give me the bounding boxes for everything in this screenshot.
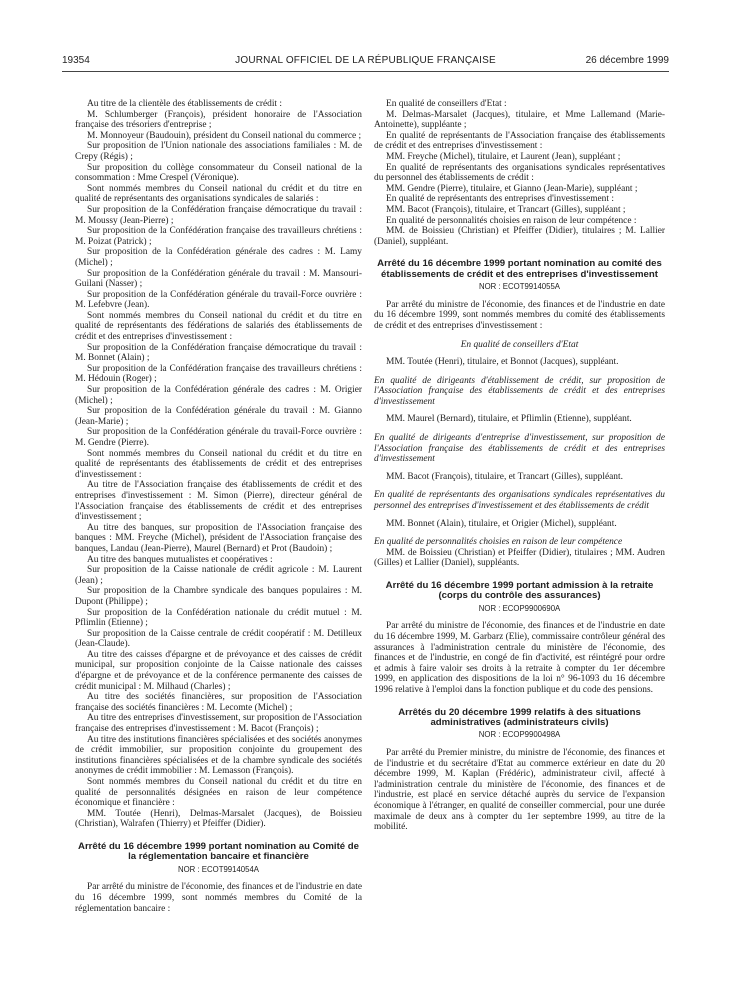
body-paragraph: Au titre des entreprises d'investissement, sur proposition de l'Association française des entreprises d'investissement : M. Bacot (François) ; — [75, 713, 362, 735]
body-paragraph: M. Delmas-Marsalet (Jacques), titulaire, et Mme Lallemand (Marie-Antoinette), suppléante ; — [374, 109, 665, 131]
body-paragraph: Au titre de la clientèle des établissements de crédit : — [87, 99, 282, 109]
body-paragraph: Sur proposition de la Confédération française des travailleurs chrétiens : M. Poizat (Patrick) ; — [75, 226, 362, 247]
body-paragraph: Sur proposition de la Confédération française démocratique du travail : M. Moussy (Jean-Pierre) ; — [75, 204, 362, 226]
body-paragraph: Sont nommés membres du Conseil national du crédit et du titre en qualité de personnalités désignées en raison de leur compétence économique et financière : — [75, 777, 362, 809]
body-paragraph: Sur proposition de l'Union nationale des associations familiales : M. de Crepy (Régis) ; — [75, 141, 362, 162]
appointment-paragraph: MM. Toutée (Henri), titulaire, et Bonnot (Jacques), suppléant. — [386, 357, 619, 368]
quality-heading: En qualité de représentants des organisations syndicales représentatives du personnel des entreprises d'investissement et des établissements de crédit — [374, 490, 665, 512]
quality-heading: En qualité de conseillers d'Etat — [460, 339, 579, 350]
body-paragraph: En qualité de représentants de l'Association française des établissements de crédit et des entreprises d'investissement : — [374, 130, 665, 152]
quality-heading: En qualité de personnalités choisies en raison de leur compétence — [374, 537, 623, 548]
body-paragraph: Sur proposition de la Confédération générale du travail : M. Mansouri-Guilani (Nasser) ; — [75, 268, 362, 290]
body-paragraph: Sur proposition de la Confédération nationale du crédit mutuel : M. Pflimlin (Etienne) ; — [75, 607, 362, 629]
body-paragraph: En qualité de représentants des entreprises d'investissement : — [386, 194, 614, 205]
quality-heading: En qualité de dirigeants d'établissement de crédit, sur proposition de l'Association française des établissements de crédit et des entreprises d'investissement — [374, 375, 665, 407]
appointment-paragraph: MM. Bonnet (Alain), titulaire, et Origier (Michel), suppléant. — [386, 518, 617, 529]
body-paragraph: MM. de Boissieu (Christian) et Pfeiffer (Didier), titulaires ; M. Lallier (Daniel), suppléant. — [374, 226, 665, 247]
body-paragraph: MM. Freyche (Michel), titulaire, et Laurent (Jean), suppléant ; — [386, 151, 621, 162]
nor-reference: NOR : ECOP9900498A — [478, 730, 561, 740]
body-paragraph: Sur proposition de la Confédération française des travailleurs chrétiens : M. Hédouin (Roger) ; — [75, 363, 362, 385]
nor-reference: NOR : ECOT9914055A — [478, 282, 561, 292]
nor-reference: NOR : ECOT9914054A — [177, 864, 260, 874]
issue-date: 26 décembre 1999 — [585, 55, 669, 66]
body-paragraph: Au titre de l'Association française des établissements de crédit et des entreprises d'investissement : M. Simon (Pierre), directeur général de l'Association française des établissements de crédit et des entreprises d'investissement ; — [75, 480, 362, 523]
body-paragraph: Sur proposition de la Confédération générale des cadres : M. Origier (Michel) ; — [75, 385, 362, 406]
appointment-paragraph: MM. Maurel (Bernard), titulaire, et Pflimlin (Etienne), suppléant. — [386, 414, 632, 425]
body-paragraph: Au titre des sociétés financières, sur proposition de l'Association française des sociétés financières : M. Lecomte (Michel) ; — [75, 692, 362, 713]
body-paragraph: Sont nommés membres du Conseil national du crédit et du titre en qualité de représentants des fédérations de salariés des établissements de crédit et des entreprises d'investissement : — [75, 310, 362, 343]
section-title: Arrêté du 16 décembre 1999 portant nomination au comité des établissements de crédit et des entreprises d'investissement — [377, 258, 662, 280]
body-paragraph: Sur proposition de la Chambre syndicale des banques populaires : M. Dupont (Philippe) ; — [75, 586, 362, 607]
page-header — [62, 53, 669, 72]
body-paragraph: M. Schlumberger (François), président honoraire de l'Association française des trésoriers d'entreprise ; — [75, 109, 362, 131]
left-paragraphs — [75, 99, 362, 830]
section-body: Par arrêté du ministre de l'économie, des finances et de l'industrie en date du 16 décembre 1999, sont nommés membres du Comité de la réglementation bancaire : — [75, 882, 362, 914]
body-paragraph: MM. Gendre (Pierre), titulaire, et Gianno (Jean-Marie), suppléant ; — [386, 183, 638, 194]
appointment-paragraph: MM. Bacot (François), titulaire, et Trancart (Gilles), suppléant. — [386, 471, 623, 482]
body-paragraph: En qualité de personnalités choisies en raison de leur compétence : — [386, 215, 637, 226]
body-paragraph: Sur proposition de la Confédération générale des cadres : M. Lamy (Michel) ; — [75, 247, 362, 268]
section-body: Par arrêté du ministre de l'économie, des finances et de l'industrie en date du 16 décembre 1999, sont nommés membres du comité des établissements de crédit et des entreprises d'investissement : — [374, 299, 665, 331]
body-paragraph: Sur proposition du collège consommateur du Conseil national de la consommation : Mme Crespel (Véronique). — [75, 162, 362, 184]
right-column — [374, 99, 665, 833]
body-paragraph: MM. Bacot (François), titulaire, et Trancart (Gilles), suppléant ; — [386, 204, 626, 215]
section-body: Par arrêté du ministre de l'économie, des finances et de l'industrie en date du 16 décembre 1999, M. Garbarz (Elie), commissaire contrôleur général des assurances à l'administration centrale du ministère de l'économie, des finances et de l'industrie, en congé de fin d'activité, est réintégré pour ordre et admis à faire valoir ses droits à la retraite à compter du 1er décembre 1999, en application des dispositions de la loi n° 96-1093 du 16 décembre 1996 relative à l'emploi dans la fonction publique et du code des pensions. — [374, 621, 665, 695]
section-body: Par arrêté du Premier ministre, du ministre de l'économie, des finances et de l'industrie et du secrétaire d'Etat au commerce extérieur en date du 20 décembre 1999, M. Kaplan (Frédéric), administrateur civil, affecté à l'administration centrale du ministère de l'économie, des finances et de l'industrie, est placé en service détaché auprès du service de l'expansion économique à l'étranger, en qualité de conseiller commercial, pour une durée maximale de deux ans à compter du 1er septembre 1999, au titre de la mobilité. — [374, 747, 665, 833]
body-paragraph: Au titre des banques mutualistes et coopératives : — [87, 554, 273, 565]
body-paragraph: Au titre des caisses d'épargne et de prévoyance et des caisses de crédit municipal, sur proposition conjointe de la Caisse nationale des caisses d'épargne et de prévoyance et de la conférence permanente des caisses de crédit municipal : M. Milhaud (Charles) ; — [75, 649, 362, 692]
journal-title: JOURNAL OFFICIEL DE LA RÉPUBLIQUE FRANÇAISE — [235, 55, 496, 66]
body-paragraph: Sont nommés membres du Conseil national du crédit et du titre en qualité de représentants des organisations syndicales de salariés : — [75, 183, 362, 205]
section-title: Arrêté du 16 décembre 1999 portant admission à la retraite (corps du contrôle des assurances) — [385, 580, 654, 602]
nor-reference: NOR : ECOP9900690A — [478, 603, 561, 613]
section-title: Arrêté du 16 décembre 1999 portant nomination au Comité de la réglementation bancaire et financière — [78, 840, 359, 863]
body-paragraph: M. Monnoyeur (Baudouin), président du Conseil national du commerce ; — [87, 130, 362, 141]
left-column — [75, 99, 362, 914]
body-paragraph: Au titre des institutions financières spécialisées et des sociétés anonymes de crédit immobilier, sur proposition conjointe du groupement des institutions financières spécialisées et de la chambre syndicale des sociétés anonymes de crédit immobilier : M. Lemasson (François). — [75, 734, 362, 777]
quality-heading: En qualité de dirigeants d'entreprise d'investissement, sur proposition de l'Association française des établissements de crédit et des entreprises d'investissement — [374, 433, 665, 465]
page-number: 19354 — [62, 55, 90, 66]
body-paragraph: Sur proposition de la Caisse nationale de crédit agricole : M. Laurent (Jean) ; — [75, 565, 362, 586]
body-paragraph: Sur proposition de la Confédération générale du travail-Force ouvrière : M. Lefebvre (Jean). — [75, 289, 362, 311]
body-paragraph: MM. Toutée (Henri), Delmas-Marsalet (Jacques), de Boissieu (Christian), Walrafen (Thierry) et Pfeiffer (Didier). — [75, 808, 362, 830]
body-paragraph: Sont nommés membres du Conseil national du crédit et du titre en qualité de représentants des établissements de crédit et des entreprises d'investissement : — [75, 448, 362, 480]
body-paragraph: En qualité de représentants des organisations syndicales représentatives du personnel des établissements de crédit : — [374, 162, 665, 184]
body-paragraph: Sur proposition de la Confédération française démocratique du travail : M. Bonnet (Alain) ; — [75, 342, 362, 364]
body-paragraph: Sur proposition de la Confédération générale du travail : M. Gianno (Jean-Marie) ; — [75, 406, 362, 427]
appointment-paragraph: MM. de Boissieu (Christian) et Pfeiffer (Didier), titulaires ; MM. Audren (Gilles) et Lallier (Daniel), suppléants. — [374, 547, 665, 569]
body-paragraph: Sur proposition de la Confédération générale du travail-Force ouvrière : M. Gendre (Pierre). — [75, 427, 362, 448]
body-paragraph: En qualité de conseillers d'Etat : — [386, 99, 507, 109]
body-paragraph: Au titre des banques, sur proposition de l'Association française des banques : MM. Freyche (Michel), président de l'Association française des banques, Landau (Jean-Pierre), Maurel (Bernard) et Prot (Baudoin) ; — [75, 522, 362, 554]
section-title: Arrêtés du 20 décembre 1999 relatifs à des situations administratives (administrateurs civils) — [398, 706, 641, 728]
body-paragraph: Sur proposition de la Caisse centrale de crédit coopératif : M. Detilleux (Jean-Claude). — [75, 628, 362, 650]
right-intro-paragraphs — [374, 99, 665, 247]
